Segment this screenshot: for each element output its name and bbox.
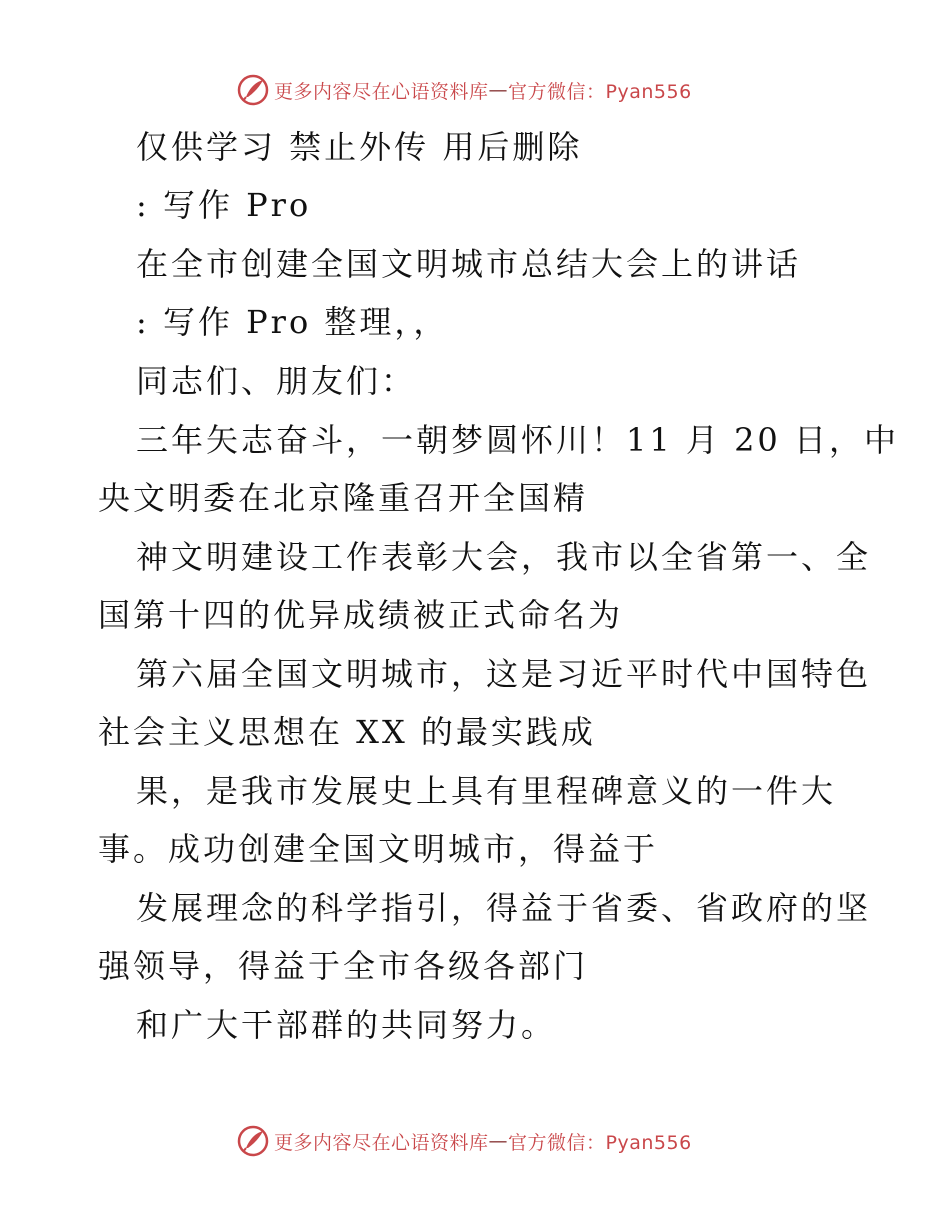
header-watermark-banner [236, 72, 692, 108]
paragraph-line: 神文明建设工作表彰大会，我市以全省第一、全 [136, 538, 872, 576]
document-title: 在全市创建全国文明城市总结大会上的讲话 [136, 245, 802, 283]
paragraph-line: 三年矢志奋斗，一朝梦圆怀川！11 月 20 日，中 [136, 421, 899, 459]
banner-separator: — [488, 1130, 509, 1152]
banner-wechat: 官方微信：Pyan556 [508, 1131, 692, 1154]
paragraph-line: 国第十四的优异成绩被正式命名为 [98, 596, 624, 634]
paragraph-line: 第六届全国文明城市，这是习近平时代中国特色 [136, 655, 872, 693]
notice-line: 仅供学习 禁止外传 用后删除 [136, 128, 583, 166]
banner-separator: — [488, 79, 509, 101]
banner-text: 更多内容尽在心语资料库 [274, 80, 489, 103]
editor-line: : 写作 Pro 整理，， [136, 303, 449, 341]
banner-wechat: 官方微信：Pyan556 [508, 80, 692, 103]
salutation: 同志们、朋友们： [136, 362, 417, 400]
paragraph-line: 事。成功创建全国文明城市，得益于 [98, 830, 659, 868]
banner-text: 更多内容尽在心语资料库 [274, 1131, 489, 1154]
paragraph-line: 央文明委在北京隆重召开全国精 [98, 479, 589, 517]
paragraph-line: 和广大干部群的共同努力。 [136, 1006, 557, 1044]
paragraph-line: 果，是我市发展史上具有里程碑意义的一件大 [136, 772, 837, 810]
paragraph-line: 社会主义思想在 XX 的最实践成 [98, 713, 596, 751]
footer-watermark-banner [236, 1123, 692, 1159]
quill-logo-icon [236, 1124, 270, 1158]
paragraph-line: 发展理念的科学指引，得益于省委、省政府的坚 [136, 889, 872, 927]
quill-logo-icon [236, 73, 270, 107]
author-line: : 写作 Pro [136, 186, 312, 224]
paragraph-line: 强领导，得益于全市各级各部门 [98, 947, 589, 985]
